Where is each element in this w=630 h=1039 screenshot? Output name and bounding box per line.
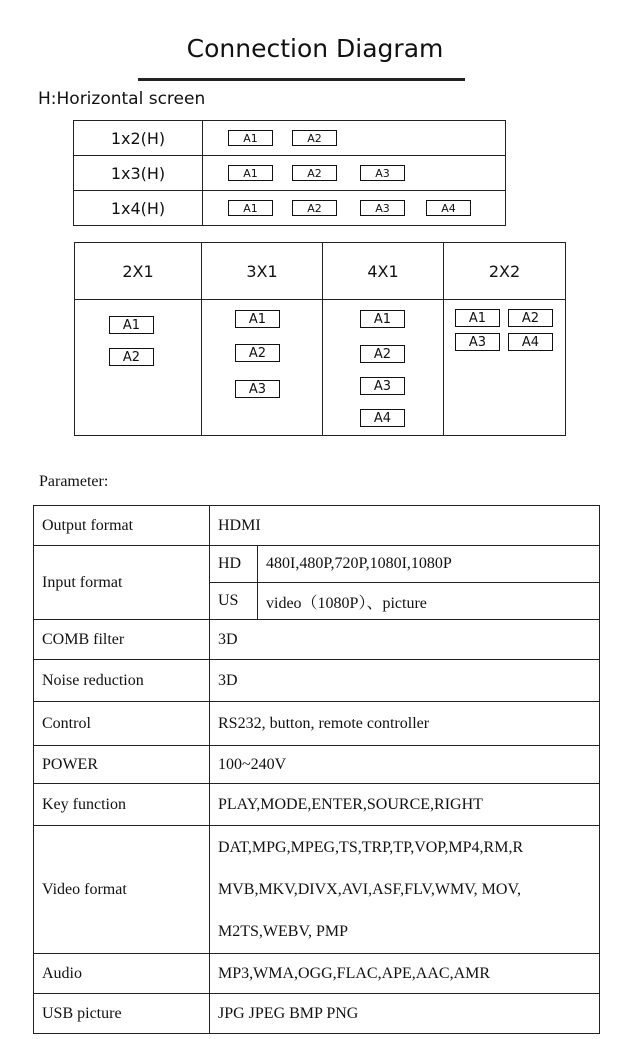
param-key: POWER	[34, 746, 210, 784]
parameter-label: Parameter:	[39, 473, 109, 490]
layout-name: 1x3(H)	[74, 156, 203, 191]
screen-box: A2	[235, 344, 280, 362]
param-value: 3D	[210, 620, 600, 660]
video-format-line: DAT,MPG,MPEG,TS,TRP,TP,VOP,MP4,RM,R	[218, 838, 524, 856]
param-row	[34, 746, 600, 784]
layout-cells	[323, 300, 444, 436]
layout-name: 2X1	[75, 243, 202, 300]
page-title: Connection Diagram	[186, 34, 444, 63]
param-value: JPG JPEG BMP PNG	[210, 994, 600, 1034]
param-value: MP3,WMA,OGG,FLAC,APE,AAC,AMR	[210, 954, 600, 994]
layout-row	[74, 191, 506, 226]
param-value: HDMI	[210, 506, 600, 546]
screen-box: A2	[292, 200, 337, 216]
layout-cells	[203, 156, 506, 191]
param-row	[34, 784, 600, 826]
layout-cells	[444, 300, 566, 436]
screen-box: A1	[109, 316, 154, 334]
video-format-line: MVB,MKV,DIVX,AVI,ASF,FLV,WMV, MOV,	[218, 880, 521, 898]
screen-box: A3	[235, 380, 280, 398]
param-key: USB picture	[34, 994, 210, 1034]
screen-box: A1	[235, 310, 280, 328]
screen-box: A1	[228, 165, 273, 181]
screen-box: A2	[292, 130, 337, 146]
param-value: video（1080P）、picture	[258, 583, 600, 620]
screen-box: A3	[360, 377, 405, 395]
video-format-line: M2TS,WEBV, PMP	[218, 922, 348, 940]
param-row	[34, 954, 600, 994]
screen-box: A3	[455, 333, 500, 351]
param-key: Noise reduction	[34, 660, 210, 702]
layout-row	[74, 121, 506, 156]
param-key: COMB filter	[34, 620, 210, 660]
screen-box: A4	[508, 333, 553, 351]
param-row	[34, 620, 600, 660]
param-key: Audio	[34, 954, 210, 994]
param-subkey: US	[210, 583, 258, 620]
layout-header-row	[75, 243, 566, 300]
horizontal-layout-table	[73, 120, 506, 226]
layout-cells	[75, 300, 202, 436]
screen-box: A2	[292, 165, 337, 181]
param-row	[34, 660, 600, 702]
vertical-layout-table	[74, 242, 566, 436]
screen-box: A1	[455, 309, 500, 327]
param-key: Input format	[34, 546, 210, 620]
param-key: Control	[34, 702, 210, 746]
param-value: PLAY,MODE,ENTER,SOURCE,RIGHT	[210, 784, 600, 826]
parameter-table	[33, 505, 600, 1034]
title-underline	[138, 78, 465, 81]
layout-name: 1x2(H)	[74, 121, 203, 156]
param-value: 3D	[210, 660, 600, 702]
screen-box: A3	[360, 165, 405, 181]
screen-box: A1	[360, 310, 405, 328]
param-key: Key function	[34, 784, 210, 826]
param-value: 100~240V	[210, 746, 600, 784]
screen-box: A2	[109, 348, 154, 366]
param-row	[34, 826, 600, 954]
layout-cells	[202, 300, 323, 436]
screen-box: A2	[360, 345, 405, 363]
param-value: 480I,480P,720P,1080I,1080P	[258, 546, 600, 583]
layout-cells	[203, 191, 506, 226]
section-subtitle: H:Horizontal screen	[38, 89, 206, 109]
layout-name: 1x4(H)	[74, 191, 203, 226]
screen-box: A1	[228, 130, 273, 146]
screen-box: A2	[508, 309, 553, 327]
param-value: RS232, button, remote controller	[210, 702, 600, 746]
param-row	[34, 702, 600, 746]
screen-box: A1	[228, 200, 273, 216]
screen-box: A4	[426, 200, 471, 216]
param-subkey: HD	[210, 546, 258, 583]
layout-name: 2X2	[444, 243, 566, 300]
layout-name: 4X1	[323, 243, 444, 300]
layout-body-row	[75, 300, 566, 436]
screen-box: A3	[360, 200, 405, 216]
param-value	[210, 826, 600, 954]
param-row	[34, 546, 600, 583]
param-key: Video format	[34, 826, 210, 954]
layout-cells	[203, 121, 506, 156]
screen-box: A4	[360, 409, 405, 427]
layout-row	[74, 156, 506, 191]
layout-name: 3X1	[202, 243, 323, 300]
param-key: Output format	[34, 506, 210, 546]
param-row	[34, 506, 600, 546]
param-row	[34, 994, 600, 1034]
